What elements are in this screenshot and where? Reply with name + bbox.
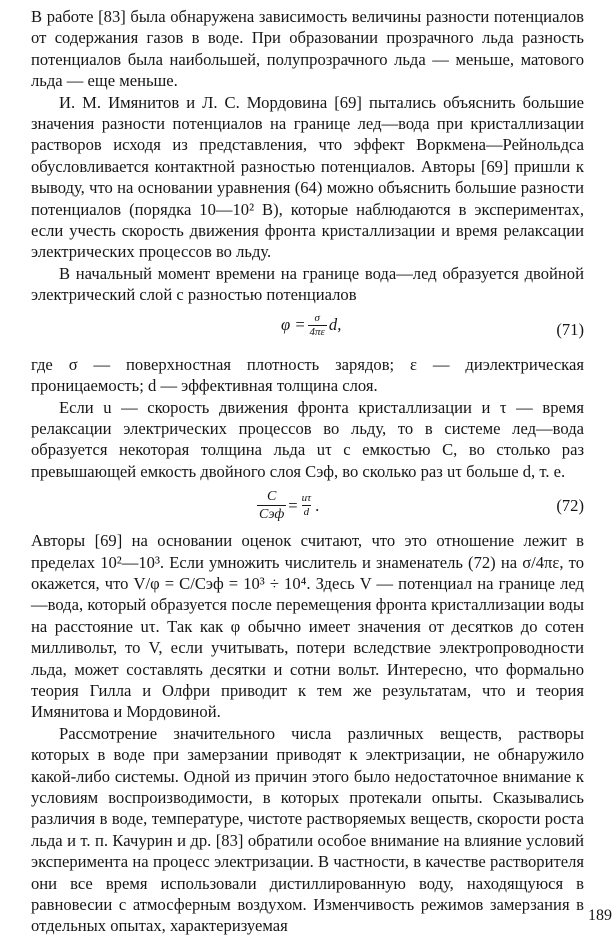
formula-72-numerator-right: uτ xyxy=(301,492,312,505)
paragraph-5: Если u — скорость движения фронта кристаллизации и τ — время релаксации электрических процессов во льду, то в системе лед—вода образуется некоторая толщина льда uτ с емкостью C, во столько раз превышающей емкость двойного слоя Cэф, во сколько раз uτ больше d, т. е. xyxy=(31,397,584,481)
formula-71-rhs: d, xyxy=(328,315,342,335)
paragraph-3: В начальный момент времени на границе вода—лед образуется двойной электрический слой с разностью потенциалов xyxy=(31,263,584,305)
formula-71-fraction xyxy=(308,312,327,339)
formula-72-end: . xyxy=(315,495,320,515)
formula-72-denominator-right: d xyxy=(303,506,310,519)
formula-72-denominator-left: Cэф xyxy=(259,507,285,523)
formula-71-denominator: 4πε xyxy=(309,325,325,338)
formula-72 xyxy=(31,486,584,528)
formula-72-fraction-right xyxy=(300,492,313,519)
paragraph-2: И. М. Имянитов и Л. С. Мордовина [69] пытались объяснить большие значения разности потенциалов на границе лед—вода при кристаллизации растворов исходя из представления, что эффект Воркмена—Рейнольдса обусловливается контактной разностью потенциалов. Авторы [69] пришли к выводу, что на основании уравнения (64) можно объяснить большие разности потенциалов (порядка 10—10² В), которые наблюдаются в экспериментах, если учесть скорость движения фронта кристаллизации и время релаксации электрических процессов во льду. xyxy=(31,92,584,262)
formula-71 xyxy=(31,310,584,352)
paragraph-1: В работе [83] была обнаружена зависимость величины разности потенциалов от содержания газов в воде. При образовании прозрачного льда разность потенциалов была наибольшей, полупрозрачного льда — меньше, матового льда — еще меньше. xyxy=(31,7,584,91)
formula-72-numerator-left: C xyxy=(266,489,277,505)
formula-72-equals: = xyxy=(288,495,298,515)
paragraph-7: Рассмотрение значительного числа различных веществ, растворы которых в воде при замерзании приводят к электризации, не обнаружило какой-либо системы. Одной из причин этого было недостаточное внимание к условиям воспроизводимости, в которых протекали опыты. Сказывались различия в воде, температуре, чистоте растворяемых веществ, скорости роста льда и т. п. Качурин и др. [83] обратили особое внимание на влияние условий эксперимента на процесс электризации. В частности, в качестве растворителя они все время использовали дистиллированную воду, находящуюся в равновесии с атмосферным воздухом. Изменчивость режимов замерзания в отдельных опытах, характеризуемая xyxy=(31,723,584,936)
formula-72-fraction-left xyxy=(257,488,286,523)
paragraph-4: где σ — поверхностная плотность зарядов; ε — диэлектрическая проницаемость; d — эффективная толщина слоя. xyxy=(31,354,584,396)
equation-number-71: (71) xyxy=(556,319,584,339)
paragraph-6: Авторы [69] на основании оценок считают, что это отношение лежит в пределах 10²—10³. Если умножить числитель и знаменатель (72) на σ/4πε, то окажется, что V/φ = C/Cэф = 10³ ÷ 10⁴. Здесь V — потенциал на границе лед—вода, который образуется после перемещения фронта кристаллизации воды на расстояние uτ. Так как φ обычно имеет значения от десятков до сотен милливольт, то V, если учитывать, потери вследствие электропроводности льда, может составлять десятки и сотни вольт. Интересно, что формально теория Гилла и Олфри приводит к тем же результатам, что и теория Имянитова и Мордовиной. xyxy=(31,531,584,722)
page-number: 189 xyxy=(588,907,612,924)
formula-71-numerator: σ xyxy=(314,311,320,324)
page-body xyxy=(31,6,584,937)
formula-71-lhs: φ = xyxy=(281,315,306,335)
equation-number-72: (72) xyxy=(556,496,584,516)
